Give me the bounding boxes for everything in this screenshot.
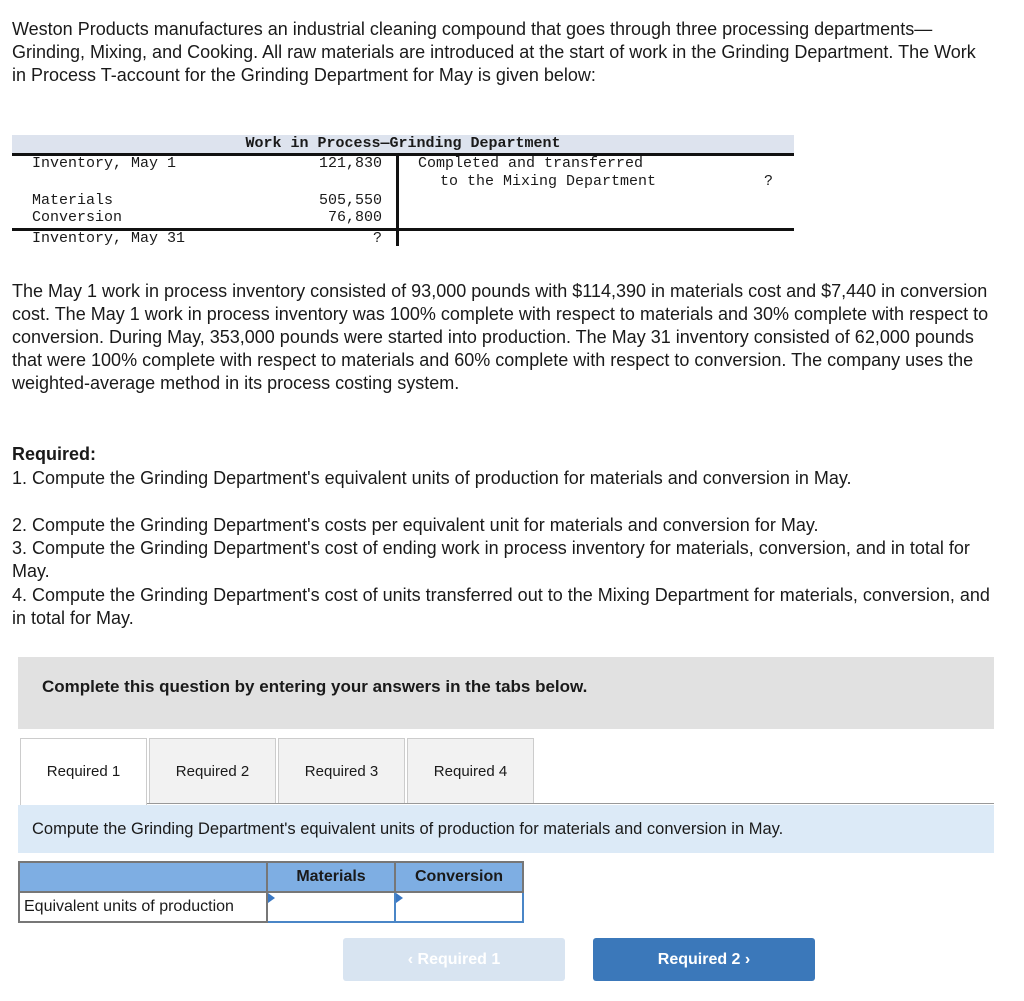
tab-instruction: Compute the Grinding Department's equivalent units of production for materials and conversion in May. <box>18 805 994 853</box>
t-account-title: Work in Process—Grinding Department <box>12 135 794 156</box>
ending-label: Inventory, May 31 <box>32 230 186 247</box>
credit-label: Completed and transferred <box>418 155 644 172</box>
ending-value: ? <box>372 230 382 247</box>
materials-input[interactable] <box>267 892 395 922</box>
debit-label: Materials <box>32 192 114 209</box>
debit-value: 76,800 <box>327 209 382 226</box>
required-item: 3. Compute the Grinding Department's cost of ending work in process inventory for materials, conversion, and in total for May. <box>12 538 970 581</box>
next-button[interactable]: Required 2 › <box>593 938 815 981</box>
tab-required-3[interactable]: Required 3 <box>278 738 405 803</box>
tab-required-4[interactable]: Required 4 <box>407 738 534 803</box>
col-materials: Materials <box>267 862 395 892</box>
prev-button[interactable]: ‹ Required 1 <box>343 938 565 981</box>
row-label: Equivalent units of production <box>19 892 267 922</box>
conversion-input[interactable] <box>395 892 523 922</box>
debit-label: Conversion <box>32 209 123 226</box>
t-account <box>12 135 794 247</box>
required-item: 4. Compute the Grinding Department's cost of units transferred out to the Mixing Department for materials, conversion, and in total for May. <box>12 585 990 628</box>
tab-required-2[interactable]: Required 2 <box>149 738 276 803</box>
required-title: Required: <box>12 444 97 464</box>
credit-value: ? <box>764 173 774 190</box>
required-item: 2. Compute the Grinding Department's costs per equivalent unit for materials and conversion for May. <box>12 515 819 535</box>
col-conversion: Conversion <box>395 862 523 892</box>
debit-value: 505,550 <box>318 192 382 209</box>
debit-value: 121,830 <box>318 155 382 172</box>
debit-label: Inventory, May 1 <box>32 155 177 172</box>
tab-required-1[interactable]: Required 1 <box>20 738 147 805</box>
credit-label-2: to the Mixing Department <box>440 173 657 190</box>
intro-text: Weston Products manufactures an industrial cleaning compound that goes through three processing departments—Grinding, Mixing, and Cooking. All raw materials are introduced at the start of work in the Grinding Department. The Work in Process T-account for the Grinding Department for May is given below: <box>12 19 976 85</box>
answer-table <box>18 861 524 923</box>
instructions-banner: Complete this question by entering your answers in the tabs below. <box>18 657 994 729</box>
facts-text: The May 1 work in process inventory consisted of 93,000 pounds with $114,390 in materials cost and $7,440 in conversion cost. The May 1 work in process inventory was 100% complete with respect to materials and 30% complete with respect to conversion. During May, 353,000 pounds were started into production. The May 31 inventory consisted of 62,000 pounds that were 100% complete with respect to materials and 60% complete with respect to conversion. The company uses the weighted-average method in its process costing system. <box>12 281 989 393</box>
required-item: 1. Compute the Grinding Department's equivalent units of production for materials and conversion in May. <box>12 468 852 488</box>
